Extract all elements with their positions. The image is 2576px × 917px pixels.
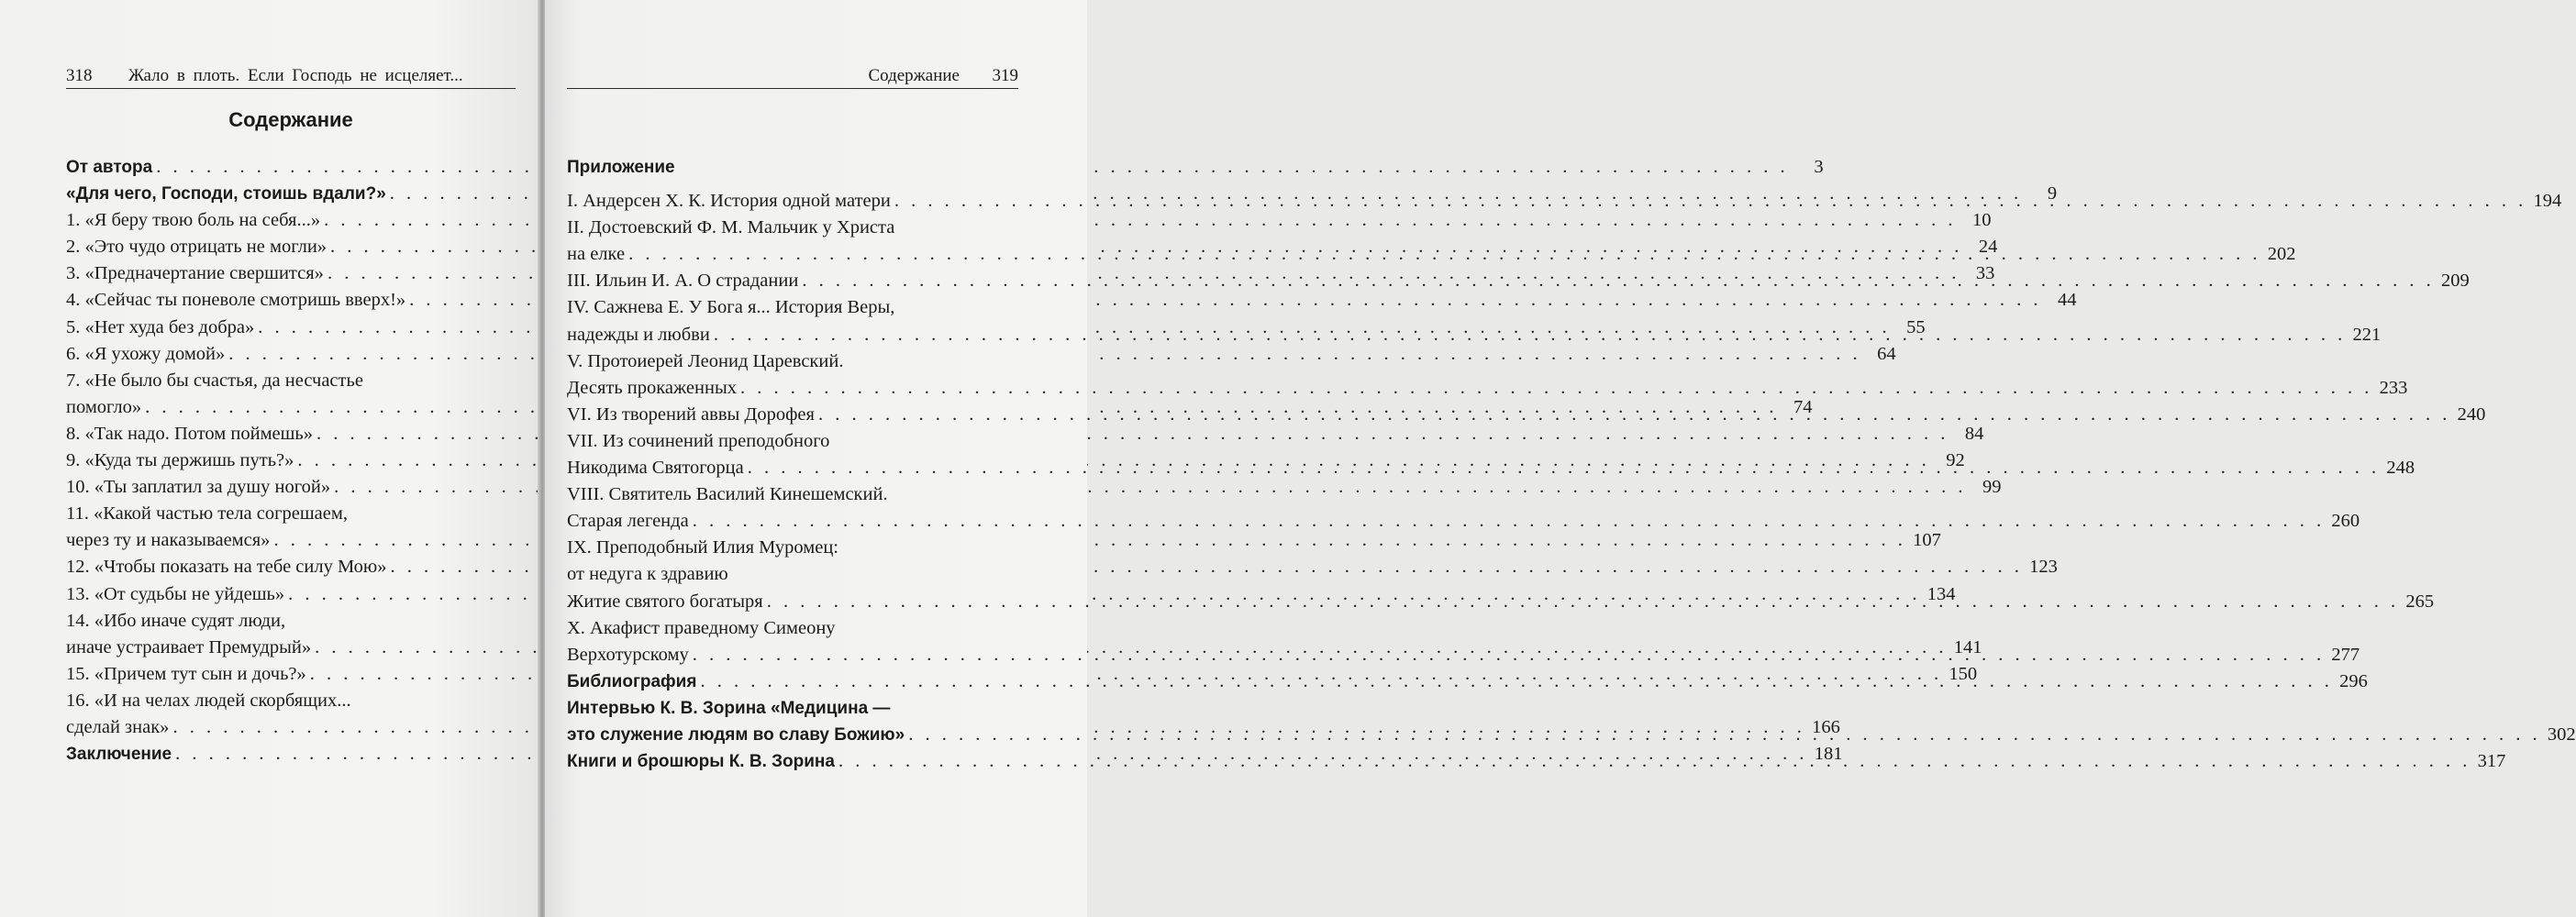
toc-page-number: 240 bbox=[2457, 403, 2486, 425]
toc-page-number: 202 bbox=[2267, 244, 2296, 265]
toc-page-number: 33 bbox=[1975, 263, 1995, 284]
dot-leader bbox=[714, 322, 2346, 348]
running-title: Содержание bbox=[868, 66, 960, 85]
toc-page-number: 277 bbox=[2331, 644, 2360, 665]
toc-entry-title: надежды и любви bbox=[567, 324, 710, 345]
toc-entry-title: иначе устраивает Премудрый» bbox=[66, 636, 312, 657]
toc-page-number: 166 bbox=[1812, 716, 1840, 737]
dot-leader bbox=[693, 642, 2325, 668]
toc-page-number: 233 bbox=[2379, 377, 2408, 398]
toc-entry-title: Библиография bbox=[567, 671, 697, 691]
toc-entry-title: Никодима Святогорца bbox=[567, 458, 744, 479]
running-title: Жало в плоть. Если Господь не исцеляет... bbox=[128, 66, 463, 85]
toc-page-number: 123 bbox=[2029, 557, 2058, 578]
toc-page-number: 248 bbox=[2386, 458, 2415, 479]
dot-leader bbox=[802, 268, 2434, 294]
toc-page-number: 194 bbox=[2533, 191, 2562, 212]
dot-leader bbox=[693, 508, 2325, 535]
toc-page-number: 74 bbox=[1793, 396, 1813, 417]
toc-page-number: 317 bbox=[2477, 751, 2506, 772]
toc-page-number: 92 bbox=[1946, 450, 1965, 471]
toc-entry-text: X. Акафист праведному Симеону bbox=[567, 617, 836, 638]
toc-entry-title: 1. «Я беру твою боль на себя...» bbox=[66, 210, 321, 231]
running-head-right bbox=[567, 66, 1018, 89]
dot-leader bbox=[818, 402, 2450, 428]
toc-heading: Содержание bbox=[228, 108, 353, 131]
toc-page-number: 10 bbox=[1971, 210, 1992, 231]
toc-entry-title: через ту и наказываемся» bbox=[66, 530, 271, 551]
toc-entry-title: I. Андерсен Х. К. История одной матери bbox=[567, 191, 891, 212]
toc-page-number: 302 bbox=[2547, 724, 2576, 745]
dot-leader bbox=[894, 188, 2526, 215]
toc-page-number: 134 bbox=[1926, 583, 1956, 604]
toc-entry-title: 13. «От судьбы не уйдешь» bbox=[66, 583, 285, 604]
toc-page-number: 141 bbox=[1953, 636, 1982, 657]
toc-entry-title: VI. Из творений аввы Дорофея bbox=[567, 403, 815, 425]
toc-entry-text: VII. Из сочинений преподобного bbox=[567, 430, 830, 451]
toc-entry-title: Заключение bbox=[66, 745, 172, 765]
dot-leader bbox=[908, 722, 2540, 748]
toc-entry-title: 12. «Чтобы показать на тебе силу Мою» bbox=[66, 557, 387, 578]
running-head-left bbox=[66, 66, 516, 89]
toc-entry-title: III. Ильин И. А. О страдании bbox=[567, 271, 799, 292]
toc-entry-text: IX. Преподобный Илия Муромец: bbox=[567, 537, 838, 558]
toc-page-number: 260 bbox=[2331, 511, 2360, 532]
toc-page-number: 181 bbox=[1814, 744, 1843, 765]
toc-entry-title: 15. «Причем тут сын и дочь?» bbox=[66, 663, 306, 684]
toc-page-number: 24 bbox=[1978, 237, 1998, 258]
toc-entry[interactable] bbox=[567, 188, 2562, 215]
toc-entry-title: 6. «Я ухожу домой» bbox=[66, 343, 226, 364]
dot-leader bbox=[628, 241, 2260, 268]
toc-entry-title: 5. «Нет худа без добра» bbox=[66, 316, 255, 337]
toc-entry-title: помогло» bbox=[66, 396, 142, 417]
toc-entry-title: Верхотурскому bbox=[567, 644, 689, 665]
toc-entry-title: это служение людям во славу Божию» bbox=[567, 724, 905, 745]
toc-entry-title: сделай знак» bbox=[66, 716, 170, 737]
toc-page-number: 9 bbox=[2047, 183, 2058, 204]
dot-leader bbox=[767, 589, 2399, 615]
page-number: 318 bbox=[66, 66, 93, 85]
toc-page-number: 221 bbox=[2352, 324, 2382, 345]
toc-page-number: 3 bbox=[1814, 157, 1824, 177]
toc-entry-text: от недуга к здравию bbox=[567, 564, 728, 585]
toc-entry-text: IV. Сажнева Е. У Бога я... История Веры, bbox=[567, 297, 895, 318]
toc-entry-title: 10. «Ты заплатил за душу ногой» bbox=[66, 477, 331, 498]
toc-entry-title: 3. «Предначертание свершится» bbox=[66, 263, 324, 284]
toc-page-number: 150 bbox=[1949, 663, 1978, 684]
toc-entry-title: на елке bbox=[567, 244, 626, 265]
toc-page-number: 64 bbox=[1877, 343, 1896, 364]
toc-page-number: 209 bbox=[2440, 271, 2470, 292]
toc-entry-title: 4. «Сейчас ты поневоле смотришь вверх!» bbox=[66, 290, 406, 311]
toc-entry-text: 16. «И на челах людей скорбящих... bbox=[66, 690, 351, 711]
dot-leader bbox=[700, 668, 2332, 695]
toc-entry-title: От автора bbox=[66, 158, 153, 177]
toc-page-number: 44 bbox=[2058, 290, 2077, 311]
dot-leader bbox=[838, 748, 2471, 775]
dot-leader bbox=[748, 455, 2380, 481]
toc-entry-title: 2. «Это чудо отрицать не могли» bbox=[66, 237, 328, 258]
toc-section-title: Приложение bbox=[567, 158, 675, 177]
toc-entry-text: V. Протоиерей Леонид Царевский. bbox=[567, 350, 844, 371]
toc-page-number: 99 bbox=[1982, 477, 2002, 498]
toc-entry-text: 14. «Ибо иначе судят люди, bbox=[66, 610, 286, 631]
toc-page-number: 55 bbox=[1906, 316, 1926, 337]
toc-entry-text: II. Достоевский Ф. М. Мальчик у Христа bbox=[567, 217, 895, 238]
toc-entry-title: «Для чего, Господи, стоишь вдали?» bbox=[66, 184, 386, 204]
toc-entry-title: Десять прокаженных bbox=[567, 377, 737, 398]
toc-page-number: 265 bbox=[2405, 591, 2435, 612]
toc-page-number: 84 bbox=[1964, 423, 1984, 444]
toc-entry-title: Житие святого богатыря bbox=[567, 591, 763, 612]
toc-entry-title: 8. «Так надо. Потом поймешь» bbox=[66, 423, 314, 444]
toc-entry-text: VIII. Святитель Василий Кинешемский. bbox=[567, 484, 888, 505]
dot-leader bbox=[740, 375, 2372, 402]
toc-entry-title: Книги и брошюры К. В. Зорина bbox=[567, 752, 835, 772]
page-number: 319 bbox=[992, 66, 1018, 85]
toc-page-number: 296 bbox=[2339, 670, 2368, 691]
toc-entry-title: 9. «Куда ты держишь путь?» bbox=[66, 450, 294, 471]
toc-entry-text: 7. «Не было бы счастья, да несчастье bbox=[66, 370, 363, 391]
toc-entry-text: Интервью К. В. Зорина «Медицина — bbox=[567, 698, 891, 718]
toc-entry-title: Старая легенда bbox=[567, 511, 689, 532]
toc-entry-text: 11. «Какой частью тела согрешаем, bbox=[66, 503, 348, 525]
toc-page-number: 107 bbox=[1913, 530, 1941, 551]
